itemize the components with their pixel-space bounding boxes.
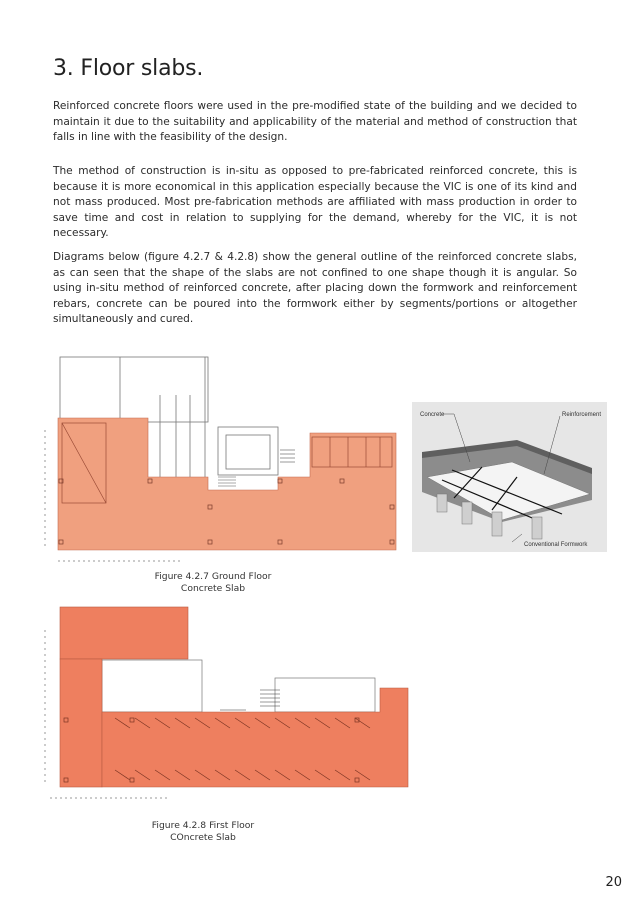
first-floor-slab-left bbox=[60, 659, 102, 787]
ground-floor-slab-plan bbox=[40, 355, 410, 570]
ground-floor-slab-shape bbox=[58, 418, 396, 550]
paragraph-method: The method of construction is in-situ as opposed to pre-fabricated reinforced concrete, this is because it is more economical in this application especially because the VIC is one of its kind and not mass produced. Most pre-fabrication methods are affiliated with mass production in order to save time and cost in relation to supplying for the demand, whereby for the VIC, it is not necessary. bbox=[53, 165, 577, 239]
page-number: 20 bbox=[605, 875, 622, 890]
paragraph-materials: Reinforced concrete floors were used in the pre-modified state of the building and we decided to maintain it due to the suitability and applicability of the material and method of construction that falls in line with the feasibility of the design. bbox=[53, 100, 577, 143]
first-floor-slab-main bbox=[102, 688, 408, 787]
first-floor-slab-top bbox=[60, 607, 188, 659]
paragraph-diagrams: Diagrams below (figure 4.2.7 & 4.2.8) show the general outline of the reinforced concrete slabs, as can seen that the shape of the slabs are not confined to one shape though it is angular. So using in-situ method of reinforced concrete, after placing down the formwork and reinforcement rebars, concrete can be poured into the formwork either by segments/portions or altogether simultaneously and cured. bbox=[53, 251, 577, 325]
label-reinforcement: Reinforcement bbox=[562, 412, 602, 418]
section-heading: 3. Floor slabs. bbox=[53, 56, 204, 81]
first-floor-caption: Figure 4.2.8 First Floor COncrete Slab bbox=[151, 820, 255, 843]
label-concrete: Concrete bbox=[420, 412, 445, 418]
ground-floor-caption: Figure 4.2.7 Ground Floor Concrete Slab bbox=[154, 571, 272, 594]
label-formwork: Conventional Formwork bbox=[524, 542, 588, 548]
first-floor-slab-plan bbox=[40, 600, 415, 805]
slab-formwork-detail bbox=[412, 402, 607, 552]
